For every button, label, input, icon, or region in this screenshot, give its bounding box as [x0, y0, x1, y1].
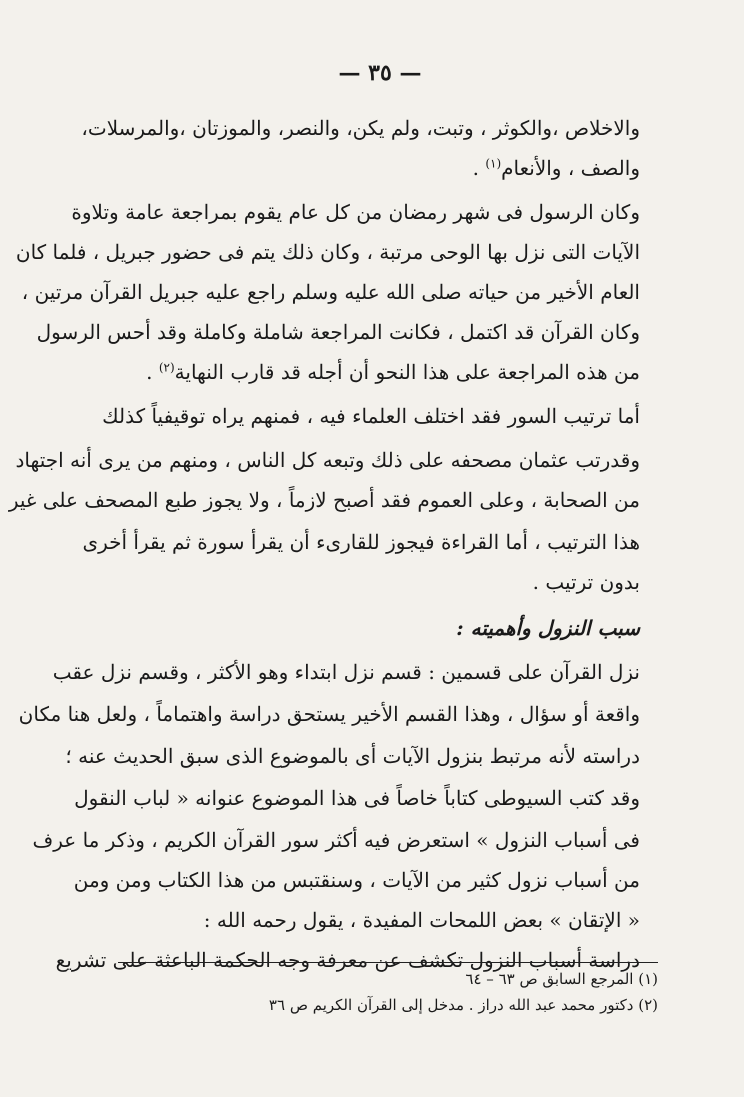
text-line-12: بدون ترتيب .: [532, 570, 640, 594]
text-line-16: دراسته لأنه مرتبط بنزول الآيات أى بالموضوع الذى سبق الحديث عنه ؛: [65, 744, 640, 768]
page-number: — ٣٥ —: [338, 60, 422, 86]
text-line-4: الآيات التى نزل بها الوحى مرتبة ، وكان ذلك يتم فى حضور جبريل ، فلما كان: [15, 240, 640, 264]
text-line-11: هذا الترتيب ، أما القراءة فيجوز للقارىء أن يقرأ سورة ثم يقرأ أخرى: [82, 530, 640, 554]
text-line-2-content: والصف ، والأنعام: [501, 156, 640, 180]
text-line-3: وكان الرسول فى شهر رمضان من كل عام يقوم بمراجعة عامة وتلاوة: [71, 200, 640, 224]
text-line-14: نزل القرآن على قسمين : قسم نزل ابتداء وهو الأكثر ، وقسم نزل عقب: [52, 660, 640, 684]
footnote-divider: [118, 962, 658, 963]
text-line-2: والصف ، والأنعام$^{(١)}$ .: [472, 156, 640, 180]
text-line-17: وقد كتب السيوطى كتاباً خاصاً فى هذا الموضوع عنوانه « لباب النقول: [74, 786, 640, 810]
footnote-2: (٢) دكتور محمد عبد الله دراز . مدخل إلى القرآن الكريم ص ٣٦: [268, 996, 658, 1014]
section-heading: سبب النزول وأهميته :: [456, 616, 640, 640]
text-line-21: دراسة أسباب النزول تكشف عن معرفة وجه الحكمة الباعثة على تشريع: [55, 948, 640, 972]
text-line-8: أما ترتيب السور فقد اختلف العلماء فيه ، فمنهم يراه توقيفياً كذلك: [102, 404, 640, 428]
text-line-6: وكان القرآن قد اكتمل ، فكانت المراجعة شاملة وكاملة وقد أحس الرسول: [36, 320, 640, 344]
text-line-1: والاخلاص ،والكوثر ، وتبت، ولم يكن، والنصر، والموزتان ،والمرسلات،: [81, 116, 640, 140]
footnote-mark-2: (٢): [158, 360, 175, 375]
text-line-7: من هذه المراجعة على هذا النحو أن أجله قد قارب النهاية$^{(٢)}$ .: [146, 360, 640, 384]
text-line-19: من أسباب نزول كثير من الآيات ، وسنقتبس من هذا الكتاب ومن ومن: [73, 868, 640, 892]
text-line-10: من الصحابة ، وعلى العموم فقد أصبح لازماً ، ولا يجوز طبع المصحف على غير: [8, 488, 640, 512]
text-line-20: « الإتقان » بعض اللمحات المفيدة ، يقول رحمه الله :: [203, 908, 640, 932]
text-line-7-content: من هذه المراجعة على هذا النحو أن أجله قد قارب النهاية: [174, 360, 640, 384]
text-line-5: العام الأخير من حياته صلى الله عليه وسلم راجع عليه جبريل القرآن مرتين ،: [21, 280, 640, 304]
footnote-mark-1: (١): [485, 156, 502, 171]
footnote-1: (١) المرجع السابق ص ٦٣ – ٦٤: [465, 970, 658, 988]
text-line-18: فى أسباب النزول » استعرض فيه أكثر سور القرآن الكريم ، وذكر ما عرف: [32, 828, 640, 852]
text-line-9: وقدرتب عثمان مصحفه على ذلك وتبعه كل الناس ، ومنهم من يرى أنه اجتهاد: [15, 448, 640, 472]
text-line-15: واقعة أو سؤال ، وهذا القسم الأخير يستحق دراسة واهتماماً ، ولعل هنا مكان: [18, 702, 640, 726]
